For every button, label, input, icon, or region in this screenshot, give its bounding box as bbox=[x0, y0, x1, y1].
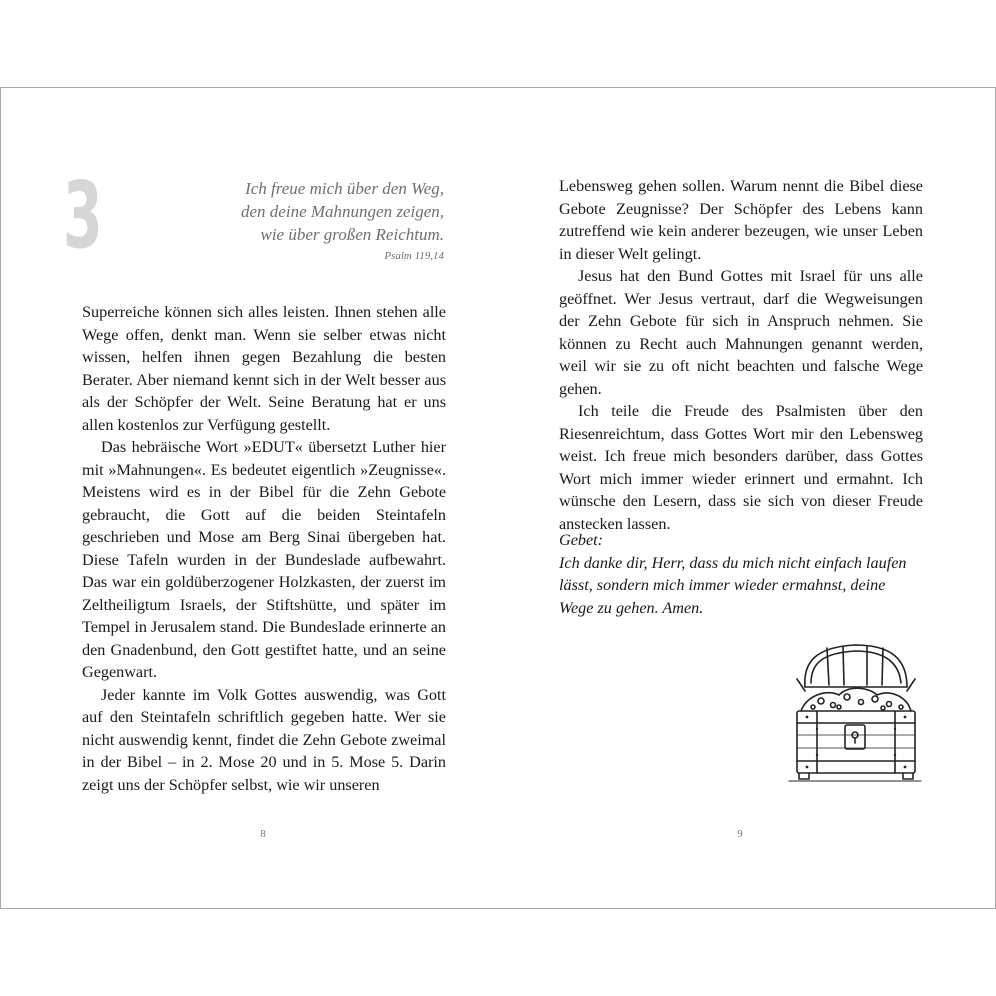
left-page bbox=[1, 88, 498, 908]
right-body-text bbox=[559, 175, 923, 535]
prayer-block bbox=[559, 529, 923, 619]
paragraph: Ich teile die Freude des Psalmisten über den Riesenreichtum, dass Gottes Wort mir den Lebensweg weist. Ich freue mich besonders darüber, dass Gottes Wort mich immer wieder erinnert und ermahnt. Ich wünsche den Lesern, dass sie sich von dieser Freude anstecken lassen. bbox=[559, 402, 923, 533]
prayer-label: Gebet: bbox=[559, 531, 604, 549]
right-page bbox=[498, 88, 995, 908]
paragraph: Superreiche können sich alles leisten. Ihnen stehen alle Wege offen, denkt man. Wenn sie selber etwas nicht wissen, helfen ihnen gegen Bezahlung die besten Berater. Aber niemand kennt sich in der Welt besser aus als der Schöpfer der Welt. Seine Beratung hat er uns allen kostenlos zur Verfügung gestellt. bbox=[82, 303, 446, 434]
chapter-number: 3 bbox=[63, 162, 103, 269]
left-body-text bbox=[82, 301, 446, 796]
motto-line: wie über großen Reichtum. bbox=[260, 225, 444, 244]
paragraph: Jeder kannte im Volk Gottes auswendig, was Gott auf den Steintafeln schriftlich gegeben hatte. Wer sie nicht auswendig kennt, findet die Zehn Gebote zweimal in der Bibel – in 2. Mose 20 und in 5. Mose 5. Darin zeigt uns der Schöpfer selbst, wie wir unseren bbox=[82, 685, 446, 794]
page-number: 8 bbox=[260, 828, 266, 840]
paragraph: Das hebräische Wort »EDUT« übersetzt Luther hier mit »Mahnungen«. Es bedeutet eigentlich »Zeugnisse«. Meistens wird es in der Bibel für die Zehn Gebote gebraucht, die Gott auf die beiden Steintafeln geschrieben und Mose am Berg Sinai übergeben hat. Diese Tafeln wurden in der Bundeslade aufbewahrt. Das war ein goldüberzogener Holzkasten, der zuerst im Zeltheiligtum Israels, der Stiftshütte, und später im Tempel in Jerusalem stand. Die Bundeslade erinnerte an den Gnadenbund, den Gott gestiftet hatte, und an seine Gegenwart. bbox=[82, 438, 446, 681]
motto-line: Ich freue mich über den Weg, bbox=[245, 179, 444, 198]
paragraph: Lebensweg gehen sollen. Warum nennt die Bibel diese Gebote Zeugnisse? Der Schöpfer des Lebens kann zutreffend wie kein anderer bezeugen, wie unser Leben in dieser Welt gelingt. bbox=[559, 177, 923, 263]
book-spread bbox=[0, 87, 996, 909]
motto-quote bbox=[124, 177, 444, 264]
motto-reference: Psalm 119,14 bbox=[384, 250, 444, 262]
prayer-text: Ich danke dir, Herr, dass du mich nicht einfach laufen lässt, sondern mich immer wieder ermahnst, deine Wege zu gehen. Amen. bbox=[559, 553, 907, 617]
paragraph: Jesus hat den Bund Gottes mit Israel für uns alle geöffnet. Wer Jesus vertraut, darf die Wegweisungen der Zehn Gebote für sich in Anspruch nehmen. Sie können zu Recht auch Mahnungen genannt werden, weil wir sie zu oft nicht beachten und falsche Wege gehen. bbox=[559, 267, 923, 398]
treasure-chest-icon bbox=[787, 639, 923, 784]
page-number: 9 bbox=[737, 828, 743, 840]
motto-line: den deine Mahnungen zeigen, bbox=[241, 202, 444, 221]
